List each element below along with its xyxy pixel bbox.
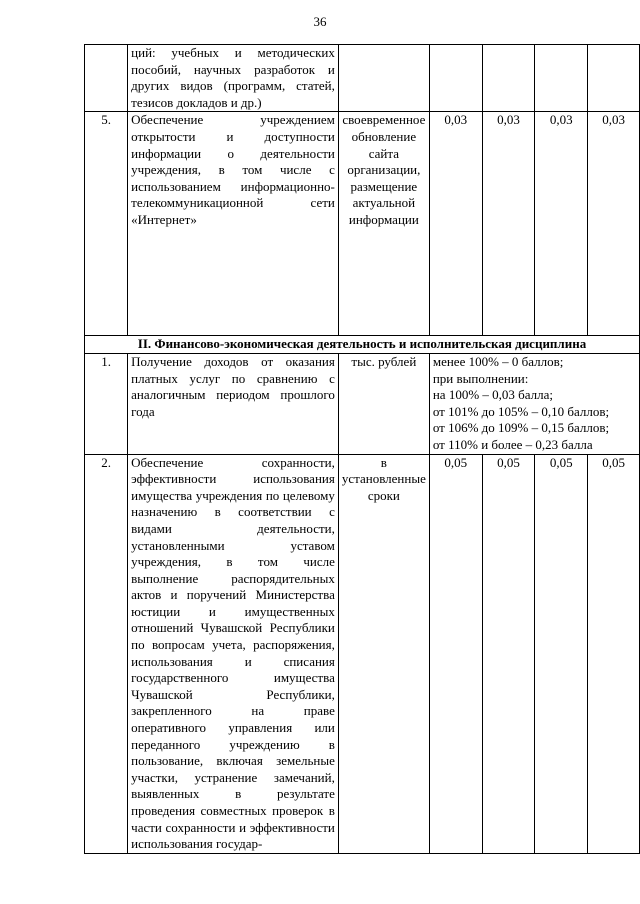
cell-value: 0,05 — [588, 454, 640, 853]
cell-value — [429, 45, 482, 112]
score-line: от 101% до 105% – 0,10 баллов; — [432, 403, 610, 419]
score-line: от 106% до 109% – 0,15 баллов; — [432, 420, 610, 436]
cell-number: 5. — [85, 112, 128, 336]
cell-value: 0,03 — [482, 112, 535, 336]
cell-unit: тыс. рублей — [338, 353, 429, 454]
cell-description: Получение доходов от оказания платных услуг по сравнению с аналогичным периодом прошлого года — [128, 353, 339, 454]
cell-description: Обеспечение сохранности, эффективности использования имущества учреждения по целевому назначению в соответствии с видами деятельности, установленными уставом учреждения, в том числе выполнение распорядительных актов и поручений Министерства юстиции и имущественных отношений Чувашской Республики по вопросам учета, распоряжения, использования и списания государственного имущества Чувашской Республики, закрепленного на праве оперативного управления или переданного учреждению в пользование, включая земельные участки, устранение замечаний, выявленных в результате проведения совместных проверок в части сохранности и эффективности использования государ- — [128, 454, 339, 853]
cell-unit: в установленные сроки — [338, 454, 429, 853]
cell-unit: своевременное обновление сайта организации, размещение актуальной информации — [338, 112, 429, 336]
cell-value: 0,05 — [482, 454, 535, 853]
cell-unit — [338, 45, 429, 112]
cell-value: 0,03 — [588, 112, 640, 336]
cell-number: 1. — [85, 353, 128, 454]
score-line: при выполнении: — [432, 370, 529, 386]
page-number: 36 — [313, 14, 327, 29]
table-row-item-5 — [85, 112, 640, 336]
cell-score-scale — [429, 353, 639, 454]
criteria-table — [84, 44, 640, 854]
cell-value: 0,05 — [429, 454, 482, 853]
score-line: менее 100% – 0 баллов; — [432, 353, 564, 369]
cell-value — [535, 45, 588, 112]
cell-description: Обеспечение учреждением открытости и доступности информации о деятельности учреждения, в том числе с использованием информационно-телекоммуникационной сети «Интернет» — [128, 112, 339, 336]
cell-value — [482, 45, 535, 112]
cell-description: ций: учебных и методических пособий, научных разработок и других видов (программ, статей, тезисов докладов и др.) — [128, 45, 339, 112]
score-line: от 110% и более – 0,23 балла — [432, 436, 593, 452]
section-title: II. Финансово-экономическая деятельность и исполнительская дисциплина — [85, 336, 640, 354]
table-row-s2-item-1 — [85, 353, 640, 454]
table-row-continued — [85, 45, 640, 112]
cell-number — [85, 45, 128, 112]
cell-value — [588, 45, 640, 112]
table-row-s2-item-2 — [85, 454, 640, 853]
cell-number: 2. — [85, 454, 128, 853]
cell-value: 0,03 — [429, 112, 482, 336]
section-header-row — [85, 336, 640, 354]
cell-value: 0,05 — [535, 454, 588, 853]
cell-value: 0,03 — [535, 112, 588, 336]
score-line: на 100% – 0,03 балла; — [432, 387, 554, 403]
